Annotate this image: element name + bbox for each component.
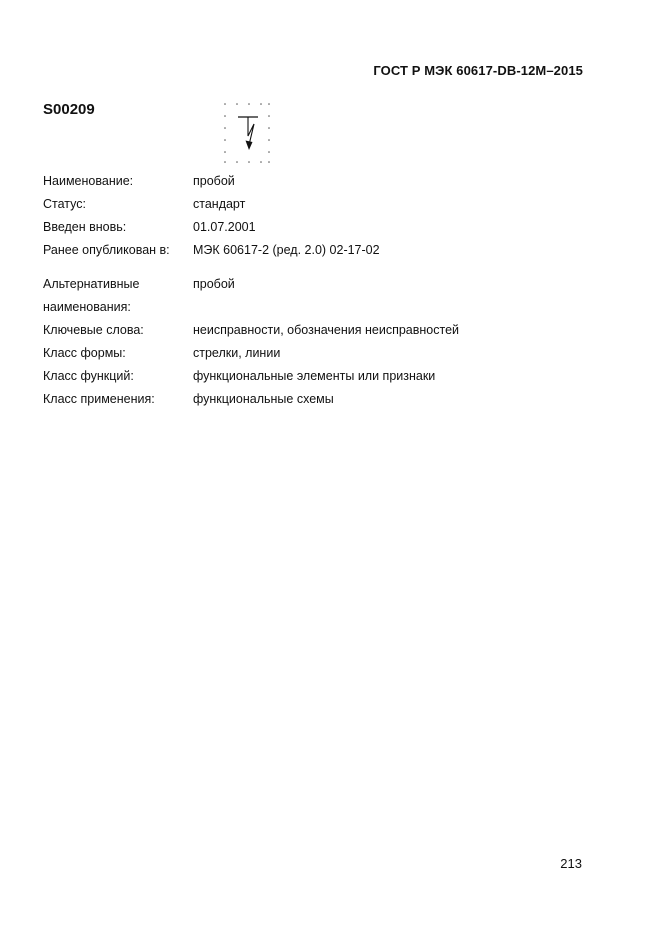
field-label: Класс функций:	[43, 369, 134, 383]
field-label-line: Альтернативные	[43, 277, 140, 291]
field-label: Статус:	[43, 197, 86, 211]
field-value: пробой	[193, 174, 235, 188]
field-label: Введен вновь:	[43, 220, 127, 234]
page-number: 213	[560, 856, 582, 871]
field-label: Ключевые слова:	[43, 323, 144, 337]
document-header: ГОСТ Р МЭК 60617-DB-12M–2015	[373, 63, 583, 78]
field-value: функциональные схемы	[193, 392, 334, 406]
field-label	[43, 276, 139, 315]
field-value: неисправности, обозначения неисправностей	[193, 323, 460, 337]
field-value: стандарт	[193, 197, 246, 211]
field-value: пробой	[193, 277, 235, 291]
field-value: функциональные элементы или признаки	[193, 369, 436, 383]
field-label: Ранее опубликован в:	[43, 243, 170, 257]
field-value: 01.07.2001	[193, 220, 256, 234]
field-label: Класс формы:	[43, 346, 126, 360]
symbol-code: S00209	[43, 101, 95, 118]
breakdown-symbol-icon	[221, 100, 273, 166]
grid-dots	[224, 103, 270, 163]
field-label: Наименование:	[43, 174, 134, 188]
field-label-line: наименования:	[43, 300, 131, 314]
field-value: стрелки, линии	[193, 346, 281, 360]
field-label: Класс применения:	[43, 392, 155, 406]
field-value: МЭК 60617-2 (ред. 2.0) 02-17-02	[193, 243, 380, 257]
